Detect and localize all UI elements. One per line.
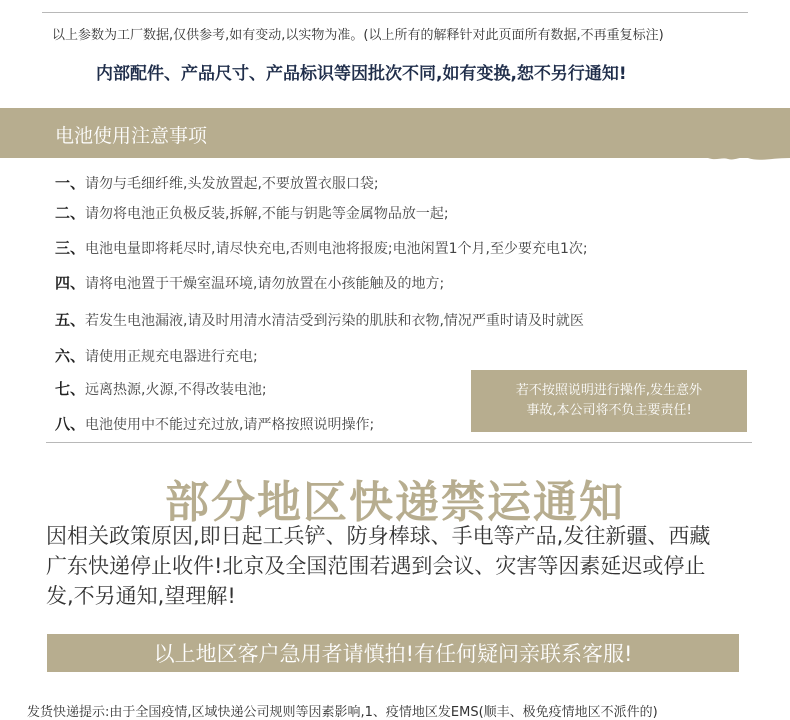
list-item (55, 309, 584, 330)
list-item (55, 345, 258, 366)
liability-notice-box (471, 370, 747, 432)
list-item (55, 378, 267, 399)
item-number: 三、 (55, 239, 86, 257)
top-divider (42, 12, 748, 13)
list-item (55, 172, 379, 193)
list-item (55, 237, 588, 258)
list-item (55, 272, 444, 293)
paragraph-line: 发,不另通知,望理解! (46, 584, 236, 608)
item-number: 四、 (55, 274, 86, 292)
item-number: 一、 (55, 174, 86, 192)
item-number: 八、 (55, 415, 86, 433)
item-text: 电池电量即将耗尽时,请尽快充电,否则电池将报废;电池闲置1个月,至少要充电1次; (85, 241, 588, 257)
shipping-ban-paragraph (46, 521, 756, 611)
item-number: 二、 (55, 204, 86, 222)
item-number: 六、 (55, 347, 86, 365)
list-item (55, 413, 374, 434)
customer-notice-banner: 以上地区客户急用者请慎拍!有任何疑问亲联系客服! (47, 634, 739, 672)
section-divider (46, 442, 752, 443)
item-text: 请勿将电池正负极反装,拆解,不能与钥匙等金属物品放一起; (85, 206, 449, 222)
item-text: 请将电池置于干燥室温环境,请勿放置在小孩能触及的地方; (85, 276, 445, 292)
item-number: 七、 (55, 380, 86, 398)
item-text: 请使用正规充电器进行充电; (85, 349, 258, 365)
paragraph-line: 广东快递停止收件!北京及全国范围若遇到会议、灾害等因素延迟或停止 (46, 554, 706, 578)
shipping-tip-text: 发货快递提示:由于全国疫情,区域快递公司规则等因素影响,1、疫情地区发EMS(顺丰、极免疫情地区不派件的) (27, 705, 658, 720)
battery-section-title: 电池使用注意事项 (55, 125, 208, 147)
notice-line: 若不按照说明进行操作,发生意外 (515, 383, 703, 398)
item-text: 电池使用中不能过充过放,请严格按照说明操作; (85, 417, 375, 433)
item-text: 若发生电池漏液,请及时用清水清洁受到污染的肌肤和衣物,情况严重时请及时就医 (85, 313, 584, 329)
shipping-ban-title: 部分地区快递禁运通知 (165, 477, 625, 528)
paragraph-line: 因相关政策原因,即日起工兵铲、防身棒球、手电等产品,发往新疆、西藏 (46, 524, 711, 548)
factory-disclaimer: 以上参数为工厂数据,仅供参考,如有变动,以实物为准。(以上所有的解释针对此页面所有数据,不再重复标注) (52, 28, 664, 43)
batch-notice: 内部配件、产品尺寸、产品标识等因批次不同,如有变换,恕不另行通知! (96, 64, 627, 84)
notice-line: 事故,本公司将不负主要责任! (526, 403, 692, 418)
item-text: 请勿与毛细纤维,头发放置起,不要放置衣服口袋; (85, 176, 379, 192)
item-number: 五、 (55, 311, 86, 329)
item-text: 远离热源,火源,不得改装电池; (85, 382, 267, 398)
list-item (55, 202, 449, 223)
